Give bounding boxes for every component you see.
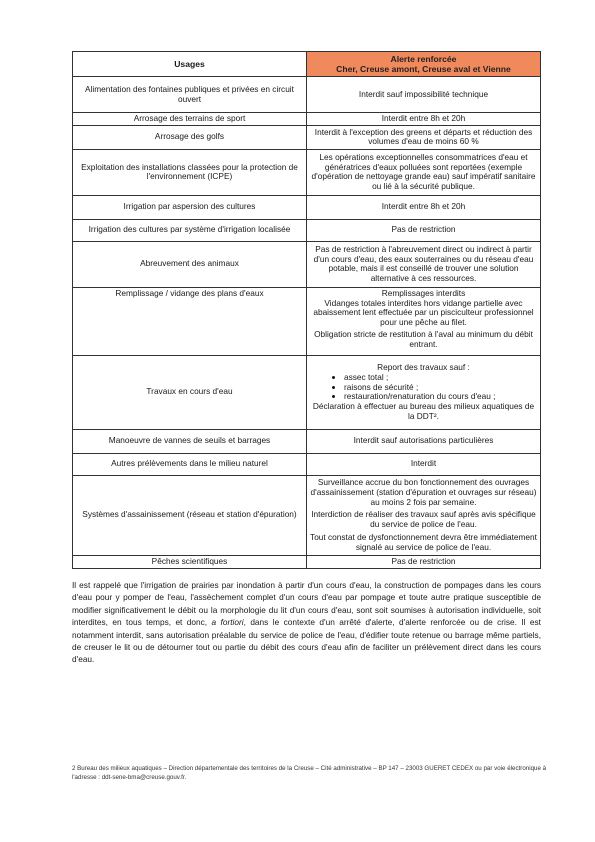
rule-cell: Pas de restriction	[307, 219, 541, 241]
table-row	[73, 149, 541, 195]
usage-restrictions-table	[72, 51, 541, 569]
usage-cell: Abreuvement des animaux	[73, 241, 307, 287]
rule-line: Vidanges totales interdites hors vidange partielle avec abaissement lent effectuée par un pisciculteur professionnel pour une pêche au filet.	[313, 297, 534, 328]
usage-cell: Exploitation des installations classées pour la protection de l'environnement (ICPE)	[73, 149, 307, 195]
usage-cell: Manoeuvre de vannes de seuils et barrages	[73, 429, 307, 453]
usage-cell: Pêches scientifiques	[73, 555, 307, 568]
rule-line: Interdiction de réaliser des travaux sauf après avis spécifique du service de police de l'eau.	[311, 509, 536, 530]
reminder-paragraph	[72, 579, 541, 666]
table-header-row	[73, 52, 541, 77]
rule-cell: Interdit entre 8h et 20h	[307, 195, 541, 219]
rule-cell: Interdit à l'exception des greens et départs et réduction des volumes d'eau de moins 60 %	[307, 125, 541, 149]
usage-cell: Systèmes d'assainissement (réseau et station d'épuration)	[73, 475, 307, 555]
rule-cell	[307, 287, 541, 355]
rule-line: Déclaration à effectuer au bureau des milieux aquatiques de la DDT².	[312, 401, 535, 421]
table-row	[73, 125, 541, 149]
header-usages: Usages	[73, 52, 307, 77]
paragraph-text: , dans le contexte d'un arrêté d'alerte, d'alerte renforcée ou de crise. Il est notamment interdit, sans autorisation préalable du service de police de l'eau, d'édifier toute retenue ou barrage même partiels, de creuser le lit ou de détourner tout ou partie du débit des cours d'eau afin de faciliter un prélèvement direct dans les cours d'eau.	[72, 617, 541, 665]
table-row	[73, 195, 541, 219]
works-exceptions-list	[310, 373, 537, 402]
rule-cell	[307, 475, 541, 555]
rule-line: Obligation stricte de restitution à l'aval au minimum du débit entrant.	[314, 328, 533, 349]
usage-cell: Irrigation des cultures par système d'irrigation localisée	[73, 219, 307, 241]
rule-cell: Pas de restriction	[307, 555, 541, 568]
usage-cell: Autres prélèvements dans le milieu naturel	[73, 453, 307, 475]
list-item: • restauration/renaturation du cours d'eau ;	[344, 392, 537, 402]
list-item: • assec total ;	[344, 373, 537, 383]
basins-label: Cher, Creuse amont, Creuse aval et Vienne	[336, 64, 511, 74]
header-alert-level	[307, 52, 541, 77]
rule-cell: Interdit sauf autorisations particulières	[307, 429, 541, 453]
rule-cell: Interdit	[307, 453, 541, 475]
table-row	[73, 355, 541, 429]
rule-cell	[307, 355, 541, 429]
table-row	[73, 555, 541, 568]
list-item: • raisons de sécurité ;	[344, 383, 537, 393]
table-row	[73, 219, 541, 241]
usage-cell: Alimentation des fontaines publiques et privées en circuit ouvert	[73, 77, 307, 113]
usage-cell: Arrosage des golfs	[73, 125, 307, 149]
table-row	[73, 453, 541, 475]
paragraph-text: Il est rappelé que l'irrigation de prairies par inondation à partir d'un cours d'eau, la construction de pompages dans les cours d'eau pour y pomper de l'eau, l'assèchement complet d'un cours d'eau par pompage et toute autre pratique susceptible de modifier significativement le débit ou la morphologie du lit d'un cours d'eau, sont soit soumises à autorisation individuelle, soit interdites, en tous temps, et donc,	[72, 580, 541, 628]
rule-cell: Pas de restriction à l'abreuvement direct ou indirect à partir d'un cours d'eau, des eaux souterraines ou du réseau d'eau potable, mais il est conseillé de trouver une solution alternative à ces ressources.	[307, 241, 541, 287]
footnote: 2 Bureau des milieux aquatiques – Direction départementale des territoires de la Creuse – Cité administrative – BP 147 – 23003 GUERET CEDEX ou par voie électronique à l'adresse : ddt-sene-bma@creuse.gouv.fr.	[72, 765, 547, 781]
table-row	[73, 287, 541, 355]
usage-cell: Irrigation par aspersion des cultures	[73, 195, 307, 219]
alert-level-label: Alerte renforcée	[390, 53, 457, 64]
table-row	[73, 475, 541, 555]
table-row	[73, 77, 541, 113]
usage-cell: Arrosage des terrains de sport	[73, 113, 307, 126]
table-row	[73, 113, 541, 126]
paragraph-emphasis: a fortiori	[211, 617, 244, 628]
usage-cell: Remplissage / vidange des plans d'eaux	[73, 287, 307, 355]
rule-cell: Interdit sauf impossibilité technique	[307, 77, 541, 113]
table-row	[73, 241, 541, 287]
rule-line: Remplissages interdits	[381, 287, 466, 298]
rule-cell: Les opérations exceptionnelles consommatrices d'eau et génératrices d'eaux polluées sont reportées (exemple d'opération de nettoyage grande eau) sauf impératif sanitaire ou lié à la sécurité publique.	[307, 149, 541, 195]
rule-cell: Interdit entre 8h et 20h	[307, 113, 541, 126]
usage-cell: Travaux en cours d'eau	[73, 355, 307, 429]
rule-line: Report des travaux sauf :	[377, 361, 470, 372]
rule-line: Tout constat de dysfonctionnement devra être immédiatement signalé au service de police de l'eau.	[310, 531, 537, 552]
table-row	[73, 429, 541, 453]
rule-line: Surveillance accrue du bon fonctionnement des ouvrages d'assainissement (station d'épuration et ouvrages sur réseau) au moins 2 fois par semaine.	[310, 477, 537, 507]
